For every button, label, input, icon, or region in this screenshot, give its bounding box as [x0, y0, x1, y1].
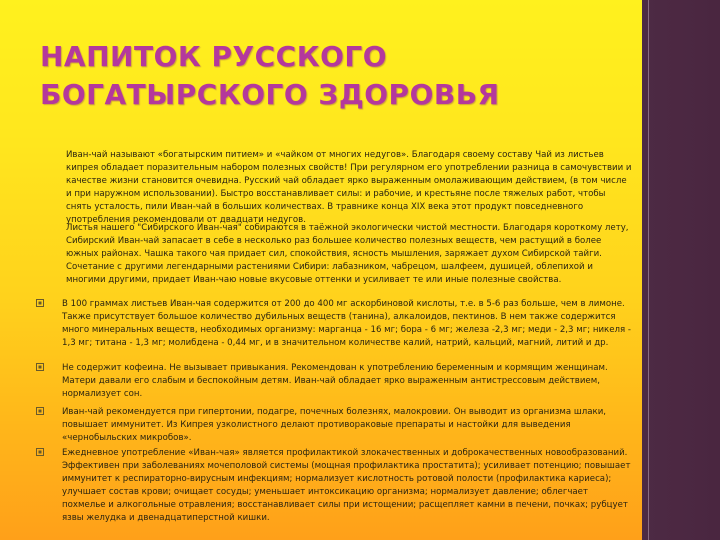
- paragraph-siberian: Листья нашего "Сибирского Иван-чая" собираются в таёжной экологически чистой местности. Благодаря короткому лету, Сибирский Иван-чай запасает в себе в несколько раз большее количество полезных веществ, чем растущий в более южных районах. Чашка такого чая придает сил, спокойствия, ясность мышления, заряжает духом Сибирской тайги. Сочетание с другими легендарными растениями Сибири: лабазником, чабрецом, шалфеем, душицей, облепихой и многими другими, придает Иван-чаю новые вкусовые оттенки и усиливает те или иные полезные свойства.: [66, 223, 629, 285]
- bullet-text: В 100 граммах листьев Иван-чая содержится от 200 до 400 мг аскорбиновой кислоты, т.е. в 5-6 раз больше, чем в лимоне. Также присутствует большое количество дубильных веществ (танина), алкалоидов, пектинов. В нем также содержится много минеральных веществ, необходимых организму: марганца - 16 мг; бора - 6 мг; железа -2,3 мг; меди - 2,3 мг; никеля - 1,3 мг; титана - 1,3 мг; молибдена - 0,44 мг, и в значительном количестве калий, натрий, кальций, магний, литий и др.: [62, 299, 632, 348]
- bullet-text: Ежедневное употребление «Иван-чая» является профилактикой злокачественных и доброкачественных новообразований. Эффективен при заболеваниях мочеполовой системы (мощная профилактика простатита); усиливает потенцию; повышает иммунитет к респираторно-вирусным инфекциям; нормализует кислотность ротовой полости (профилактика кариеса); улучшает состав крови; очищает сосуды; уменьшает интоксикацию организма; нормализует давление; облегчает похмелье и алкогольные отравления; восстанавливает силы при истощении; расщепляет камни в печени, почках; рубцует язвы желудка и двенадцатиперстной кишки.: [62, 448, 631, 523]
- square-bullet-icon: [36, 448, 44, 456]
- bullet-text: Не содержит кофеина. Не вызывает привыкания. Рекомендован к употреблению беременным и кормящим женщинам. Матери давали его слабым и беспокойным детям. Иван-чай обладает ярко выраженным антистрессовым действием, нормализует сон.: [62, 363, 608, 399]
- slide-title: НАПИТОК РУССКОГО БОГАТЫРСКОГО ЗДОРОВЬЯ: [40, 40, 500, 111]
- square-bullet-icon: [36, 299, 44, 307]
- side-bar: [642, 0, 720, 540]
- bullet-text: Иван-чай рекомендуется при гипертонии, подагре, почечных болезнях, малокровии. Он выводит из организма шлаки, повышает иммунитет. Из Кипрея узколистного делают противораковые препараты и настойки для выведения «чернобыльских микробов».: [62, 407, 607, 443]
- square-bullet-icon: [36, 407, 44, 415]
- side-divider: [648, 0, 649, 540]
- paragraph-intro: Иван-чай называют «богатырским питием» и «чайком от многих недугов». Благодаря своему составу Чай из листьев кипрея обладает поразительным набором полезных свойств! При регулярном его употреблении разница в самочувствии и качестве жизни становится очевидна. Русский чай обладает ярко выраженным омолаживающим действием, (в том числе и при наружном использовании). Быстро восстанавливает силы: и рабочие, и крестьяне после тяжелых работ, чтобы снять усталость, пили Иван-чай в больших количествах. В травнике конца XIX века этот продукт повседневного употребления рекомендовали от двадцати недугов.: [66, 150, 632, 225]
- square-bullet-icon: [36, 363, 44, 371]
